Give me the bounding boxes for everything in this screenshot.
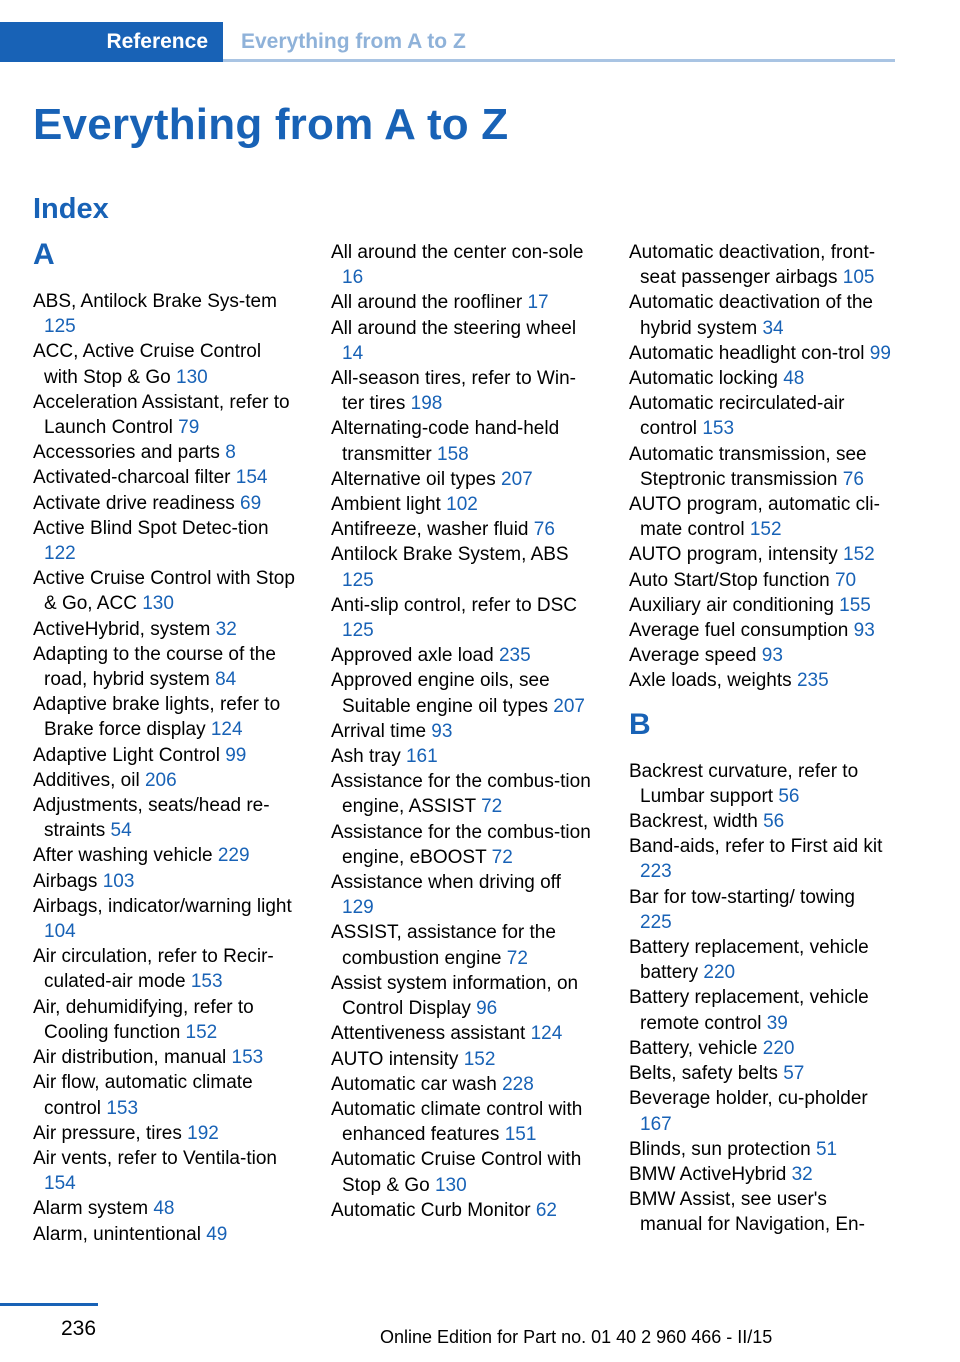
index-page-link[interactable]: 93 xyxy=(761,645,783,667)
index-entry xyxy=(33,1045,295,1070)
index-entry-term: After washing vehicle xyxy=(33,845,213,867)
index-page-link[interactable]: 96 xyxy=(476,998,498,1020)
index-page-link[interactable]: 161 xyxy=(405,746,438,768)
index-page-link[interactable]: 220 xyxy=(762,1037,795,1059)
index-entry-term: Activated-charcoal filter xyxy=(33,467,231,489)
index-entry-term: Additives, oil xyxy=(33,769,140,791)
index-entry-term: Air distribution, manual xyxy=(33,1047,227,1069)
index-entry-term: All around the center con-sole xyxy=(331,242,584,263)
index-column-1 xyxy=(33,240,295,1247)
index-entry xyxy=(33,390,295,440)
index-entry-term: Blinds, sun protection xyxy=(629,1138,811,1160)
index-entry-term: Acceleration Assistant, refer to Launch Control xyxy=(33,391,290,439)
index-entry-term: Axle loads, weights xyxy=(629,670,792,692)
index-entry xyxy=(331,542,593,592)
index-page-link[interactable]: 130 xyxy=(176,366,208,388)
index-entry xyxy=(629,593,891,618)
index-entry-term: Air flow, automatic climate control xyxy=(33,1072,253,1119)
index-page-link[interactable]: 76 xyxy=(533,519,555,541)
index-page-link[interactable]: 206 xyxy=(144,769,177,791)
index-page-link[interactable]: 228 xyxy=(502,1073,534,1095)
index-page-link[interactable]: 76 xyxy=(842,468,864,490)
index-letter-heading: B xyxy=(629,707,651,741)
index-entry-term: Belts, safety belts xyxy=(629,1063,778,1085)
index-page-link[interactable]: 235 xyxy=(498,645,531,667)
index-entry-term: Battery replacement, vehicle remote control xyxy=(629,987,869,1034)
index-page-link[interactable]: 34 xyxy=(762,317,784,339)
index-entry-term: Accessories and parts xyxy=(33,442,220,464)
index-entry xyxy=(331,643,593,668)
index-page-link[interactable]: 153 xyxy=(231,1047,264,1069)
index-entry xyxy=(629,834,891,884)
index-entry xyxy=(629,1061,891,1086)
index-entry xyxy=(33,1222,295,1247)
index-entry xyxy=(629,1086,891,1136)
index-entry-term: Air vents, refer to Ventila-tion xyxy=(33,1147,277,1169)
index-entry xyxy=(331,971,593,1021)
index-entry xyxy=(33,743,295,768)
index-entry-term: Assistance for the combus-tion engine, eBOOST xyxy=(331,821,591,868)
index-entry xyxy=(629,935,891,985)
index-entry-term: Ash tray xyxy=(331,746,401,768)
index-entry xyxy=(33,995,295,1045)
index-page-link[interactable]: 207 xyxy=(553,695,585,717)
index-entry-term: Backrest, width xyxy=(629,811,758,833)
index-entry xyxy=(331,240,593,290)
index-page-link[interactable]: 153 xyxy=(702,418,735,440)
index-entry-term: AUTO intensity xyxy=(331,1048,459,1070)
index-entry xyxy=(629,1162,891,1187)
index-entry-term: Auto Start/Stop function xyxy=(629,569,830,591)
index-entry xyxy=(331,366,593,416)
index-page-link[interactable]: 122 xyxy=(44,543,76,565)
index-entry-term: Air pressure, tires xyxy=(33,1122,182,1144)
index-entry-term: Backrest curvature, refer to Lumbar support xyxy=(629,760,859,807)
index-page-link[interactable]: 48 xyxy=(153,1198,175,1220)
index-entry xyxy=(331,316,593,366)
index-page-link[interactable]: 79 xyxy=(178,417,200,439)
index-page-link[interactable]: 49 xyxy=(206,1223,228,1245)
index-entry-term: Automatic deactivation, front-seat passenger airbags xyxy=(629,242,876,289)
index-page-link[interactable]: 152 xyxy=(185,1021,218,1043)
index-entry-term: Battery replacement, vehicle battery xyxy=(629,937,869,984)
index-entry xyxy=(331,1047,593,1072)
index-entry-term: Beverage holder, cu-pholder xyxy=(629,1088,868,1110)
index-entry xyxy=(629,985,891,1035)
index-entry xyxy=(33,692,295,742)
index-entry xyxy=(331,416,593,466)
index-page-link[interactable]: 154 xyxy=(235,467,268,489)
index-page-link[interactable]: 17 xyxy=(527,292,549,314)
index-page-link[interactable]: 223 xyxy=(640,861,672,883)
index-entry xyxy=(629,290,891,340)
index-entry xyxy=(33,339,295,389)
index-entry-term: Automatic car wash xyxy=(331,1073,497,1095)
index-entry-term: Average speed xyxy=(629,645,757,667)
index-entry-term: Automatic recirculated-air control xyxy=(629,393,845,440)
index-page-link[interactable]: 14 xyxy=(342,342,364,364)
index-page-link[interactable]: 72 xyxy=(506,947,528,969)
index-entry xyxy=(629,1137,891,1162)
index-entry xyxy=(331,769,593,819)
index-entry-term: Antifreeze, washer fluid xyxy=(331,519,529,541)
index-page-link[interactable]: 103 xyxy=(102,870,135,892)
index-entry xyxy=(331,1097,593,1147)
index-entry xyxy=(33,1070,295,1120)
index-entry xyxy=(33,1121,295,1146)
index-entry xyxy=(629,492,891,542)
index-entry xyxy=(629,391,891,441)
index-entry xyxy=(33,516,295,566)
index-entry-term: All around the roofliner xyxy=(331,292,523,314)
index-page-link[interactable]: 198 xyxy=(410,393,443,415)
index-page-link[interactable]: 229 xyxy=(217,845,250,867)
index-entry xyxy=(629,442,891,492)
index-entry xyxy=(629,240,891,290)
index-entry xyxy=(33,642,295,692)
index-entry-term: ABS, Antilock Brake Sys-tem xyxy=(33,291,277,312)
index-entry xyxy=(33,944,295,994)
index-entry xyxy=(331,744,593,769)
index-entry xyxy=(331,870,593,920)
index-page-link[interactable]: 154 xyxy=(44,1173,76,1195)
index-page-link[interactable]: 125 xyxy=(342,620,374,642)
index-entry-term: ActiveHybrid, system xyxy=(33,618,211,640)
index-entry xyxy=(331,1198,593,1223)
index-entry-term: AUTO program, automatic cli-mate control xyxy=(629,494,880,541)
index-entry-term: Automatic headlight con-trol xyxy=(629,342,865,364)
index-page-link[interactable]: 72 xyxy=(481,796,503,818)
index-page-link[interactable]: 93 xyxy=(853,620,875,642)
index-page-link[interactable]: 152 xyxy=(749,519,782,541)
current-chapter-label: Everything from A to Z xyxy=(241,30,466,53)
index-entry-term: Assistance for the combus-tion engine, ASSIST xyxy=(331,771,591,818)
index-page-link[interactable]: 124 xyxy=(530,1023,563,1045)
index-entry xyxy=(33,894,295,944)
index-entry-term: Arrival time xyxy=(331,720,427,742)
index-entry xyxy=(331,1147,593,1197)
page-number: 236 xyxy=(61,1317,97,1340)
index-page-link[interactable]: 72 xyxy=(491,846,513,868)
index-entry xyxy=(629,618,891,643)
footer-rule xyxy=(0,1303,98,1306)
index-page-link[interactable]: 62 xyxy=(535,1199,557,1221)
index-entry xyxy=(629,341,891,366)
index-entry-term: Air circulation, refer to Recir-culated-air mode xyxy=(33,946,274,993)
index-entry xyxy=(331,1072,593,1097)
index-page-link[interactable]: 48 xyxy=(783,368,805,390)
index-entry xyxy=(629,1187,891,1237)
index-entry xyxy=(33,1146,295,1196)
index-entry-term: Activate drive readiness xyxy=(33,492,235,514)
index-entry-term: BMW ActiveHybrid xyxy=(629,1163,787,1185)
index-page-link[interactable]: 54 xyxy=(110,820,132,842)
index-entry xyxy=(331,492,593,517)
index-entry xyxy=(331,1021,593,1046)
index-entry-term: ACC, Active Cruise Control with Stop & Go xyxy=(33,341,262,388)
index-page-link[interactable]: 8 xyxy=(225,442,236,464)
index-page-link[interactable]: 207 xyxy=(501,468,533,490)
index-entry-term: Automatic deactivation of the hybrid system xyxy=(629,292,873,339)
index-entry-term: Active Blind Spot Detec-tion xyxy=(33,517,269,539)
index-page-link[interactable]: 84 xyxy=(215,669,237,691)
index-entry-term: Active Cruise Control with Stop & Go, ACC xyxy=(33,568,295,615)
index-entry xyxy=(629,809,891,834)
index-entry xyxy=(331,719,593,744)
index-entry xyxy=(33,768,295,793)
index-page-link[interactable]: 129 xyxy=(342,897,374,919)
index-entry-term: Band-aids, refer to First aid kit xyxy=(629,836,883,858)
index-entry-term: Battery, vehicle xyxy=(629,1037,758,1059)
index-column-3 xyxy=(629,240,891,1238)
index-entry xyxy=(629,643,891,668)
index-entry-term: Automatic locking xyxy=(629,368,778,390)
index-entry-term: Bar for tow-starting/ towing xyxy=(629,886,855,908)
index-entry-term: Approved axle load xyxy=(331,645,494,667)
index-entry-term: Automatic climate control with enhanced features xyxy=(331,1098,583,1146)
index-page-link[interactable]: 105 xyxy=(842,267,875,289)
index-page-link[interactable]: 69 xyxy=(240,492,262,514)
index-page-link[interactable]: 220 xyxy=(703,962,736,984)
running-header xyxy=(0,22,895,62)
index-entry-term: Adaptive brake lights, refer to Brake force display xyxy=(33,694,281,741)
index-entry-term: Automatic Cruise Control with Stop & Go xyxy=(331,1149,582,1196)
index-page-link[interactable]: 158 xyxy=(437,443,469,465)
index-entry xyxy=(33,566,295,616)
index-entry xyxy=(33,793,295,843)
index-entry xyxy=(33,465,295,490)
index-page-link[interactable]: 57 xyxy=(783,1063,805,1085)
index-page-link[interactable]: 93 xyxy=(431,720,453,742)
index-page-link[interactable]: 39 xyxy=(766,1012,788,1034)
index-page-link[interactable]: 32 xyxy=(791,1163,813,1185)
index-page-link[interactable]: 16 xyxy=(342,267,364,289)
index-page-link[interactable]: 130 xyxy=(434,1174,467,1196)
index-page-link[interactable]: 70 xyxy=(834,569,857,591)
index-page-link[interactable]: 153 xyxy=(190,971,223,993)
index-entry xyxy=(629,366,891,391)
index-entry-term: Assistance when driving off xyxy=(331,872,561,894)
index-entry xyxy=(33,843,295,868)
index-entry-term: Adjustments, seats/head re-straints xyxy=(33,795,270,842)
index-page-link[interactable]: 124 xyxy=(210,719,243,741)
index-letter-heading: A xyxy=(33,238,55,271)
index-page-link[interactable]: 151 xyxy=(504,1124,537,1146)
index-entry-term: Automatic transmission, see Steptronic transmission xyxy=(629,443,867,490)
index-entry xyxy=(33,491,295,516)
index-page-link[interactable]: 153 xyxy=(106,1097,139,1119)
index-page-link[interactable]: 192 xyxy=(187,1122,219,1144)
index-entry-term: Assist system information, on Control Display xyxy=(331,972,579,1020)
index-page-link[interactable]: 167 xyxy=(640,1113,672,1135)
index-entry-term: Airbags, indicator/warning light xyxy=(33,895,292,917)
index-entry xyxy=(629,1036,891,1061)
index-page-link[interactable]: 152 xyxy=(843,544,875,566)
index-entry-term: Alarm, unintentional xyxy=(33,1223,201,1245)
index-page-link[interactable]: 235 xyxy=(796,670,829,692)
index-entry xyxy=(33,869,295,894)
index-page-link[interactable]: 104 xyxy=(44,921,76,943)
index-page-link[interactable]: 56 xyxy=(763,811,785,833)
index-entry-term: Antilock Brake System, ABS xyxy=(331,544,569,566)
index-entry-term: Air, dehumidifying, refer to Cooling function xyxy=(33,996,254,1043)
index-entry-term: ASSIST, assistance for the combustion engine xyxy=(331,922,556,969)
index-entry xyxy=(629,542,891,567)
index-entry-term: AUTO program, intensity xyxy=(629,544,838,566)
index-entry-term: All-season tires, refer to Win-ter tires xyxy=(331,368,576,415)
index-entry-term: Adaptive Light Control xyxy=(33,744,220,766)
index-entry-term: BMW Assist, see user's manual for Navigation, En- xyxy=(629,1189,865,1236)
index-page-link[interactable]: 56 xyxy=(778,785,800,807)
index-page-link[interactable]: 32 xyxy=(215,618,237,640)
index-entry xyxy=(629,885,891,935)
index-page-link[interactable]: 130 xyxy=(142,593,174,615)
index-page-link[interactable]: 51 xyxy=(815,1138,838,1160)
index-entry xyxy=(331,920,593,970)
index-entry-term: Auxiliary air conditioning xyxy=(629,594,834,616)
index-entry xyxy=(331,517,593,542)
index-page-link[interactable]: 155 xyxy=(839,594,871,616)
index-entry xyxy=(629,668,891,693)
index-entry xyxy=(629,568,891,593)
index-entry xyxy=(33,1196,295,1221)
index-entry xyxy=(33,289,295,339)
index-entry-term: Airbags xyxy=(33,870,98,892)
index-entry-term: Ambient light xyxy=(331,494,441,516)
section-title: Index xyxy=(33,193,109,225)
page-title: Everything from A to Z xyxy=(33,100,509,149)
header-rule xyxy=(223,59,895,62)
index-entry xyxy=(33,617,295,642)
index-entry-term: All around the steering wheel xyxy=(331,317,577,339)
index-entry-term: Average fuel consumption xyxy=(629,620,849,642)
index-page-link[interactable]: 125 xyxy=(44,316,76,338)
index-entry-term: Anti-slip control, refer to DSC xyxy=(331,594,578,616)
index-page-link[interactable]: 99 xyxy=(225,744,247,766)
index-entry xyxy=(331,593,593,643)
index-entry-term: Approved engine oils, see Suitable engine oil types xyxy=(331,670,550,717)
index-page-link[interactable]: 152 xyxy=(463,1048,496,1070)
index-entry xyxy=(331,290,593,315)
index-column-2 xyxy=(331,240,593,1223)
index-entry xyxy=(629,759,891,809)
index-entry xyxy=(331,820,593,870)
section-tab-reference[interactable]: Reference xyxy=(0,22,223,62)
index-page-link[interactable]: 225 xyxy=(640,911,672,933)
index-entry-term: Attentiveness assistant xyxy=(331,1023,526,1045)
index-entry-term: Alternative oil types xyxy=(331,468,496,490)
index-entry-term: Alternating-code hand-held transmitter xyxy=(331,418,560,465)
index-page-link[interactable]: 99 xyxy=(869,342,891,364)
index-page-link[interactable]: 125 xyxy=(342,569,374,591)
index-entry xyxy=(33,440,295,465)
index-entry xyxy=(331,668,593,718)
index-page-link[interactable]: 102 xyxy=(446,494,478,516)
index-entry xyxy=(331,467,593,492)
index-entry-term: Alarm system xyxy=(33,1198,149,1220)
index-entry-term: Automatic Curb Monitor xyxy=(331,1199,531,1221)
footer-edition-text: Online Edition for Part no. 01 40 2 960 466 - II/15 xyxy=(380,1327,773,1347)
index-entry-term: Adapting to the course of the road, hybrid system xyxy=(33,643,276,691)
